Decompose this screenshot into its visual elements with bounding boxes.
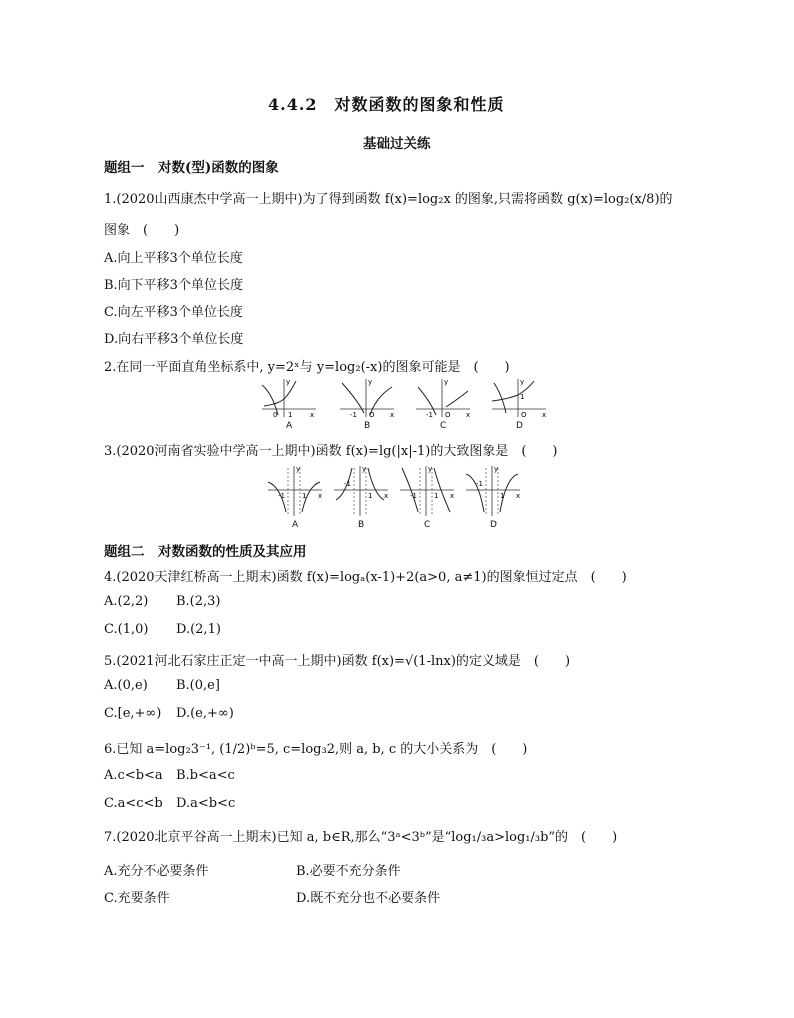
question-2-graph-d bbox=[488, 377, 550, 419]
svg-text:x: x bbox=[318, 492, 323, 500]
svg-text:y: y bbox=[428, 465, 433, 473]
question-3-label-a: A bbox=[292, 520, 299, 530]
svg-text:O: O bbox=[445, 411, 451, 419]
question-6-option-a: A.c<b<a bbox=[104, 768, 163, 783]
question-2-text: 2.在同一平面直角坐标系中, y=2ˣ与 y=log₂(-x)的图象可能是 ( ) bbox=[104, 360, 510, 375]
question-3-graph-c bbox=[396, 464, 458, 518]
question-1-line2: 图象 ( ) bbox=[104, 223, 180, 238]
svg-text:x: x bbox=[516, 492, 521, 500]
question-5-option-c: C.[e,+∞) bbox=[104, 706, 162, 721]
svg-text:y: y bbox=[362, 465, 367, 473]
question-3-graph-a bbox=[264, 464, 326, 518]
svg-text:1: 1 bbox=[500, 492, 505, 500]
svg-text:1: 1 bbox=[368, 492, 373, 500]
group-heading-1: 题组一 对数(型)函数的图象 bbox=[104, 160, 279, 176]
question-3-label-c: C bbox=[424, 520, 431, 530]
question-4-option-b: B.(2,3) bbox=[176, 594, 221, 609]
question-2-label-d: D bbox=[516, 421, 523, 431]
question-4-option-d: D.(2,1) bbox=[176, 622, 221, 637]
question-5-text: 5.(2021河北石家庄正定一中高一上期中)函数 f(x)=√(1-lnx)的定义域是 ( ) bbox=[104, 654, 571, 669]
question-7-option-c: C.充要条件 bbox=[104, 891, 170, 906]
question-4-text: 4.(2020天津红桥高一上期末)函数 f(x)=logₐ(x-1)+2(a>0, a≠1)的图象恒过定点 ( ) bbox=[104, 570, 627, 585]
question-2-graph-a bbox=[258, 377, 320, 419]
svg-text:O: O bbox=[521, 411, 527, 419]
question-6-option-c: C.a<c<b bbox=[104, 796, 163, 811]
svg-text:y: y bbox=[296, 465, 301, 473]
svg-text:y: y bbox=[368, 378, 373, 386]
svg-text:-1: -1 bbox=[344, 480, 351, 488]
svg-text:y: y bbox=[494, 465, 499, 473]
question-4-option-c: C.(1,0) bbox=[104, 622, 149, 637]
question-1-option-d: D.向右平移3个单位长度 bbox=[104, 332, 244, 347]
question-6-option-b: B.b<a<c bbox=[176, 768, 235, 783]
svg-text:O: O bbox=[369, 411, 375, 419]
question-5-option-b: B.(0,e] bbox=[176, 678, 220, 693]
question-1-line1: 1.(2020山西康杰中学高一上期中)为了得到函数 f(x)=log₂x 的图象,只需将函数 g(x)=log₂(x/8)的 bbox=[104, 192, 673, 207]
question-6-option-d: D.a<b<c bbox=[176, 796, 236, 811]
svg-text:-1: -1 bbox=[350, 411, 357, 419]
svg-text:x: x bbox=[384, 492, 389, 500]
question-3-graph-b bbox=[330, 464, 392, 518]
question-5-option-a: A.(0,e) bbox=[104, 678, 148, 693]
question-1-option-a: A.向上平移3个单位长度 bbox=[104, 251, 243, 266]
svg-text:y: y bbox=[520, 378, 525, 386]
question-2-label-b: B bbox=[364, 421, 371, 431]
question-2-graph-b bbox=[336, 377, 398, 419]
svg-text:-1: -1 bbox=[410, 492, 417, 500]
question-2-graph-c bbox=[412, 377, 474, 419]
question-2-label-c: C bbox=[440, 421, 447, 431]
question-2-label-a: A bbox=[286, 421, 293, 431]
page-subtitle: 基础过关练 bbox=[363, 136, 431, 152]
question-7-option-d: D.既不充分也不必要条件 bbox=[296, 891, 441, 906]
svg-text:x: x bbox=[542, 411, 547, 419]
svg-text:1: 1 bbox=[434, 492, 439, 500]
svg-text:0: 0 bbox=[273, 411, 278, 419]
svg-text:y: y bbox=[286, 378, 291, 386]
question-7-text: 7.(2020北京平谷高一上期末)已知 a, b∈R,那么“3ᵃ<3ᵇ”是“log₁/₃a>log₁/₃b”的 ( ) bbox=[104, 830, 618, 845]
question-7-option-a: A.充分不必要条件 bbox=[104, 864, 209, 879]
svg-text:-1: -1 bbox=[476, 480, 483, 488]
svg-text:1: 1 bbox=[520, 393, 525, 401]
question-6-text: 6.已知 a=log₂3⁻¹, (1/2)ᵇ=5, c=log₃2,则 a, b, c 的大小关系为 ( ) bbox=[104, 742, 528, 757]
question-1-option-b: B.向下平移3个单位长度 bbox=[104, 278, 243, 293]
question-4-option-a: A.(2,2) bbox=[104, 594, 149, 609]
question-7-option-b: B.必要不充分条件 bbox=[296, 864, 401, 879]
svg-text:x: x bbox=[466, 411, 471, 419]
question-1-option-c: C.向左平移3个单位长度 bbox=[104, 305, 243, 320]
svg-text:1: 1 bbox=[302, 492, 307, 500]
question-3-label-b: B bbox=[358, 520, 365, 530]
svg-text:y: y bbox=[444, 378, 449, 386]
svg-text:1: 1 bbox=[288, 411, 293, 419]
svg-text:-1: -1 bbox=[426, 411, 433, 419]
question-3-label-d: D bbox=[490, 520, 497, 530]
group-heading-2: 题组二 对数函数的性质及其应用 bbox=[104, 544, 307, 560]
page-title: 4.4.2 对数函数的图象和性质 bbox=[268, 95, 505, 114]
svg-text:x: x bbox=[390, 411, 395, 419]
question-5-option-d: D.(e,+∞) bbox=[176, 706, 234, 721]
question-3-text: 3.(2020河南省实验中学高一上期中)函数 f(x)=lg(|x|-1)的大致图象是 ( ) bbox=[104, 444, 558, 459]
svg-text:x: x bbox=[450, 492, 455, 500]
svg-text:x: x bbox=[310, 411, 315, 419]
svg-text:-1: -1 bbox=[278, 492, 285, 500]
question-3-graph-d bbox=[462, 464, 524, 518]
